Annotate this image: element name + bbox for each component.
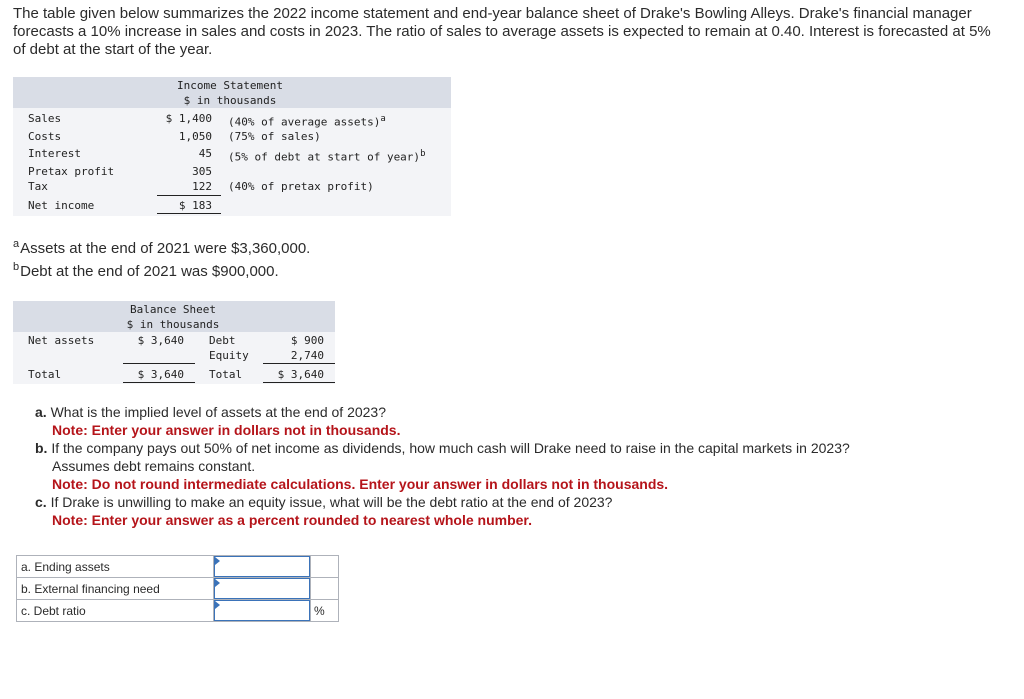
net-assets-value: $ 3,640 <box>137 334 184 347</box>
question-b-note: Note: Do not round intermediate calculations. Enter your answer in dollars not in thousands. <box>52 476 669 492</box>
ending-assets-field[interactable] <box>214 556 310 577</box>
income-total-rule <box>157 213 221 214</box>
income-row-note: (40% of average assets)$^a$ <box>228 114 386 129</box>
income-row-value: 305 <box>192 165 212 178</box>
footnote-a: $^a$Assets at the end of 2021 were $3,360,000. <box>13 238 311 257</box>
income-row-value: 1,050 <box>178 130 212 143</box>
input-marker-icon <box>215 557 220 565</box>
income-row-note: (75% of sales) <box>228 130 321 143</box>
external-financing-field[interactable] <box>214 578 310 599</box>
footnote-b: $^b$Debt at the end of 2021 was $900,000. <box>13 261 279 280</box>
income-subtitle: $ in thousands <box>183 94 277 107</box>
question-c-note: Note: Enter your answer as a percent rounded to nearest whole number. <box>52 512 532 528</box>
question-c: c. If Drake is unwilling to make an equity issue, what will be the debt ratio at the end of 2023? <box>35 494 613 510</box>
income-row-value: 122 <box>192 180 212 193</box>
income-subtotal-rule <box>157 195 221 196</box>
problem-intro: The table given below summarizes the 2022 income statement and end-year balance sheet of Drake's Bowling Alleys. Drake's financial manager forecasts a 10% increase in sales and costs in 2023. The ratio of sales to average assets is expected to remain at 0.40. Interest is forecasted at 5% of debt at the start of the year. <box>13 5 991 58</box>
debt-ratio-field[interactable] <box>214 600 310 621</box>
answer-label: c. Debt ratio <box>17 600 214 622</box>
percent-unit: % <box>311 600 339 622</box>
question-a: a. What is the implied level of assets at the end of 2023? <box>35 404 386 420</box>
external-financing-input[interactable] <box>214 578 311 600</box>
answer-table <box>16 555 339 622</box>
liabilities-subtotal-rule <box>263 363 335 364</box>
liabilities-total-rule <box>263 382 335 383</box>
answer-row <box>17 556 339 578</box>
income-row-value: $ 1,400 <box>165 112 212 125</box>
equity-label: Equity <box>209 349 249 362</box>
questions <box>35 403 995 529</box>
income-row-label: Costs <box>28 130 62 143</box>
income-row-value: 45 <box>198 147 212 160</box>
net-assets-label: Net assets <box>28 334 95 347</box>
balance-subtitle: $ in thousands <box>126 318 220 331</box>
income-row-label: Sales <box>28 112 62 125</box>
total-assets-value: $ 3,640 <box>137 368 184 381</box>
income-title: Income Statement <box>177 79 283 92</box>
equity-value: 2,740 <box>290 349 324 362</box>
answer-unit <box>311 578 339 600</box>
income-row-label: Interest <box>28 147 81 160</box>
income-row-label: Pretax profit <box>28 165 115 178</box>
total-liabilities-value: $ 3,640 <box>277 368 324 381</box>
debt-label: Debt <box>209 334 236 347</box>
income-row-note: (40% of pretax profit) <box>228 180 374 193</box>
footnote-marker: b <box>420 149 426 159</box>
input-marker-icon <box>215 579 220 587</box>
total-right-label: Total <box>209 368 243 381</box>
debt-value: $ 900 <box>290 334 324 347</box>
income-row-note: (5% of debt at start of year)$^b$ <box>228 149 426 164</box>
income-row-label: Tax <box>28 180 48 193</box>
assets-total-rule <box>123 382 195 383</box>
answer-row <box>17 600 339 622</box>
answer-unit <box>311 556 339 578</box>
balance-title: Balance Sheet <box>129 303 217 316</box>
income-row-label: Net income <box>28 199 95 212</box>
debt-ratio-input[interactable] <box>214 600 311 622</box>
total-label: Total <box>28 368 62 381</box>
ending-assets-input[interactable] <box>214 556 311 578</box>
answer-row <box>17 578 339 600</box>
assets-subtotal-rule <box>123 363 195 364</box>
footnote-marker: a <box>380 114 386 124</box>
input-marker-icon <box>215 601 220 609</box>
question-a-note: Note: Enter your answer in dollars not in thousands. <box>52 422 401 438</box>
question-b: b. If the company pays out 50% of net income as dividends, how much cash will Drake need to raise in the capital markets in 2023? Assumes debt remains constant. <box>35 440 850 474</box>
income-row-value: $ 183 <box>178 199 212 212</box>
answer-label: b. External financing need <box>17 578 214 600</box>
answer-label: a. Ending assets <box>17 556 214 578</box>
